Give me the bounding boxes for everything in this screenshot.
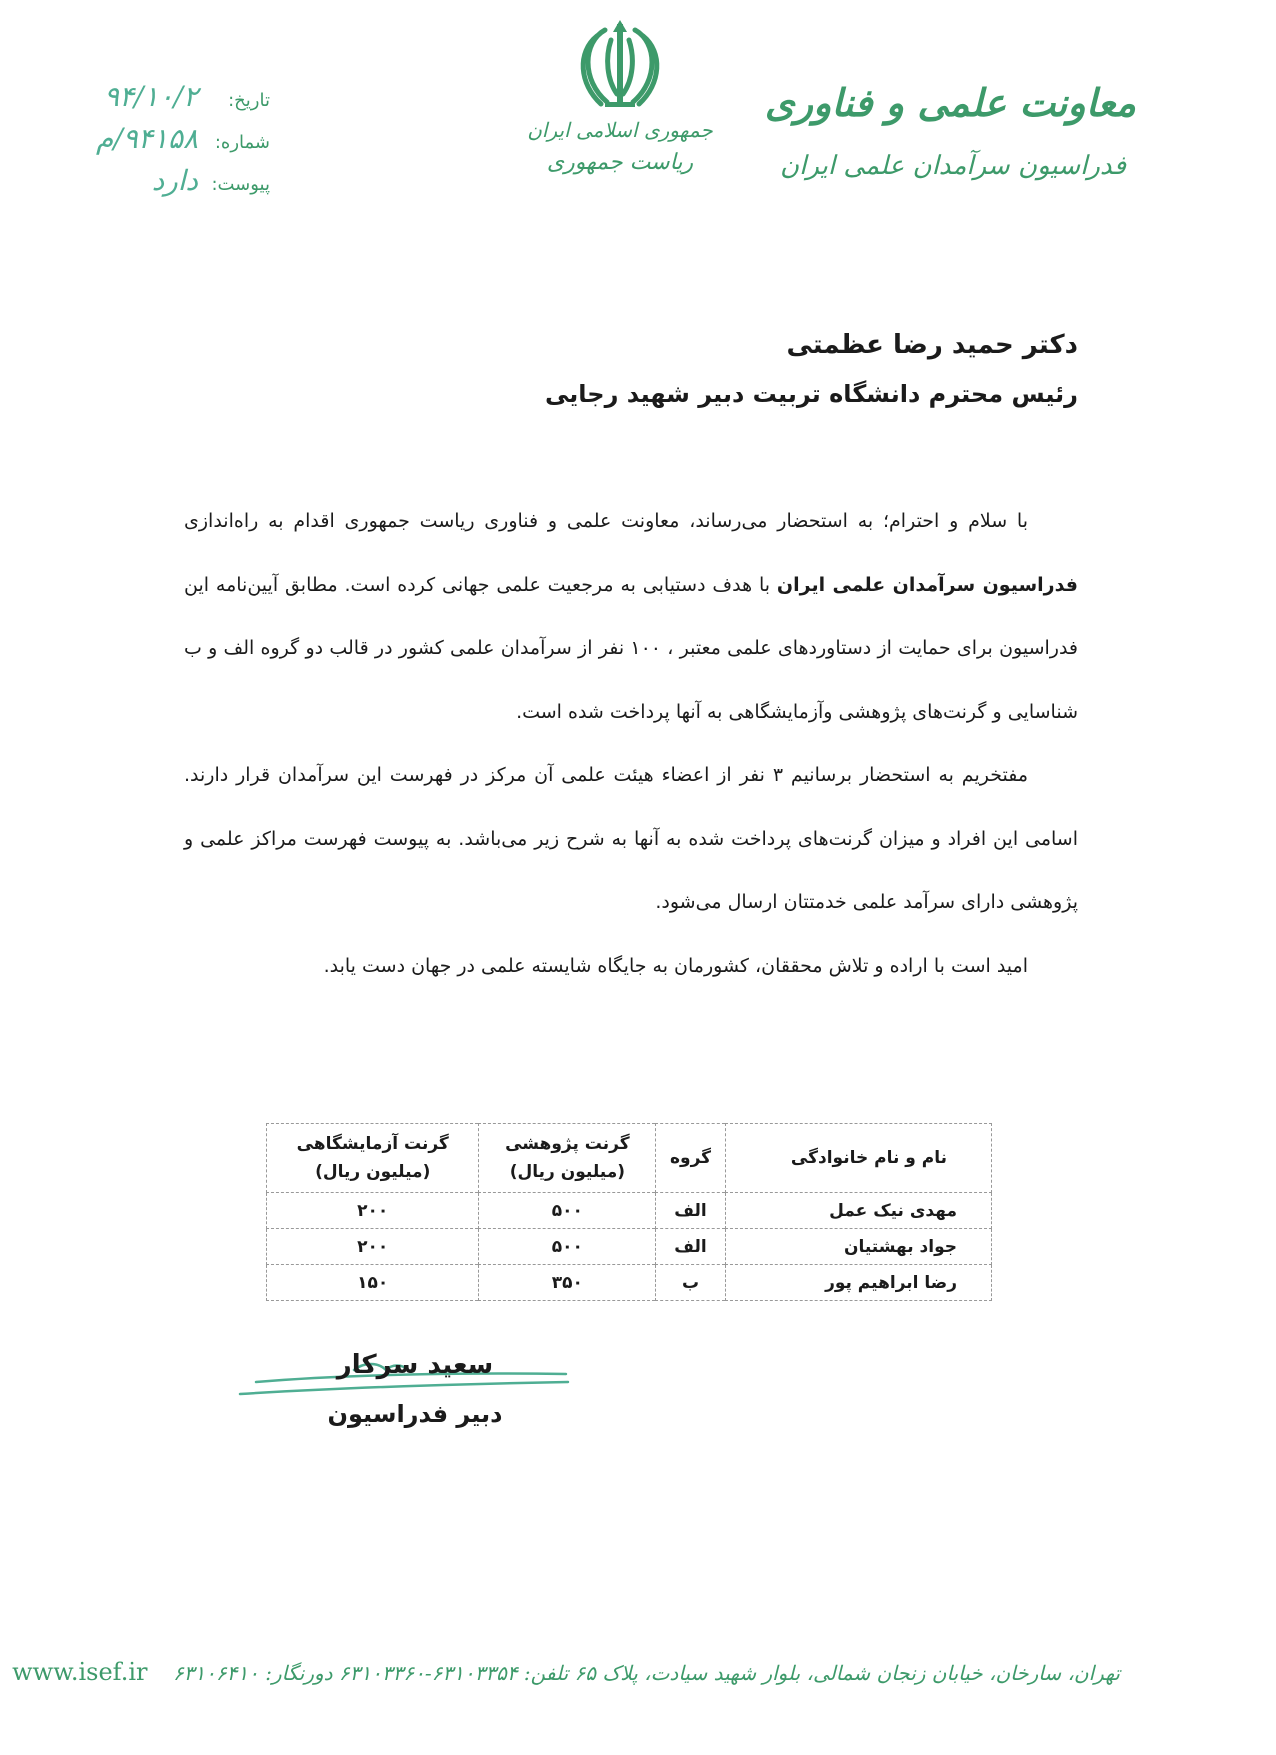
cell-lab-grant: ۲۰۰ (267, 1229, 479, 1265)
letter-body (184, 490, 1078, 998)
meta-attachment-row (60, 164, 270, 206)
header-research-grant (479, 1124, 656, 1193)
org-title: معاونت علمی و فناوری (764, 80, 1136, 125)
header-group: گروه (656, 1124, 726, 1193)
meta-number-row (60, 122, 270, 164)
table-row (267, 1229, 992, 1265)
header-lab-grant-title: گرنت آزمایشگاهی (296, 1134, 449, 1154)
table-row (267, 1265, 992, 1301)
cell-group: الف (656, 1193, 726, 1229)
cell-name: مهدی نیک عمل (725, 1193, 991, 1229)
recipient-block (545, 330, 1078, 408)
body-p1-part2: با هدف دستیابی به مرجعیت علمی جهانی کرده است. (344, 573, 777, 596)
national-emblem-icon (575, 18, 665, 110)
header-lab-grant (267, 1124, 479, 1193)
cell-group: الف (656, 1229, 726, 1265)
cell-name: جواد بهشتیان (725, 1229, 991, 1265)
meta-date-row (60, 80, 270, 122)
date-label: تاریخ: (228, 90, 270, 111)
number-value: ۹۴۱۵۸/م (96, 122, 198, 155)
letterhead-footer (12, 1658, 1120, 1686)
letterhead-emblem (510, 18, 730, 175)
signatory-role: دبیر فدراسیون (327, 1400, 503, 1428)
letter-meta (60, 80, 270, 206)
footer-website: www.isef.ir (12, 1658, 148, 1686)
table-row (267, 1193, 992, 1229)
body-paragraph-2: مفتخریم به استحضار برسانیم ۳ نفر از اعضاء هیئت علمی آن مرکز در فهرست این سرآمدان قرار دارند. اسامی این افراد و میزان گرنت‌های پرداخت شده به آنها به شرح زیر می‌باشد. به پیوست فهرست مراکز علمی و پژوهشی دارای سرآمد علمی خدمتتان ارسال می‌شود. (184, 764, 1078, 913)
recipient-title: رئیس محترم دانشگاه تربیت دبیر شهید رجایی (544, 380, 1078, 408)
attachment-value: دارد (151, 164, 198, 197)
cell-lab-grant: ۱۵۰ (267, 1265, 479, 1301)
signatory-name: سعید سرکار (336, 1350, 494, 1380)
date-value: ۹۴/۱۰/۲ (103, 80, 198, 113)
header-research-grant-unit: (میلیون ریال) (509, 1162, 625, 1182)
body-p1-part1: با سلام و احترام؛ به استحضار می‌رساند، معاونت علمی و فناوری ریاست جمهوری اقدام به راه‌اندازی (184, 510, 1028, 532)
emblem-caption-country: جمهوری اسلامی ایران (527, 118, 713, 142)
body-paragraph-3: امید است با اراده و تلاش محققان، کشورمان به جایگاه شایسته علمی در جهان دست یابد. (323, 954, 1028, 977)
cell-name: رضا ابراهیم پور (725, 1265, 991, 1301)
footer-address: تهران، سارخان، خیابان زنجان شمالی، بلوار شهید سیادت، پلاک ۶۵ تلفن: ۶۳۱۰۳۳۵۴-۶۳۱۰۳۳۶۰ دورنگار: ۶۳۱۰۶۴۱۰ (172, 1661, 1120, 1685)
number-label: شماره: (214, 132, 270, 153)
header-research-grant-title: گرنت پژوهشی (505, 1134, 630, 1154)
recipient-name: دکتر حمید رضا عظمتی (786, 330, 1078, 360)
emblem-caption-presidency: ریاست جمهوری (546, 150, 694, 175)
cell-lab-grant: ۲۰۰ (267, 1193, 479, 1229)
body-p1-part3: مطابق آیین‌نامه این فدراسیون برای حمایت از دستاوردهای علمی معتبر ، ۱۰۰ نفر از سرآمدان علمی کشور در قالب دو گروه الف و ب شناسایی و گرنت‌های پژوهشی وآزمایشگاهی به آنها پرداخت شده است. (184, 573, 1079, 723)
header-name: نام و نام خانوادگی (725, 1124, 991, 1193)
table-header-row (267, 1124, 992, 1193)
body-p1-bold: فدراسیون سرآمدان علمی ایران (776, 573, 1078, 596)
cell-research-grant: ۵۰۰ (479, 1193, 656, 1229)
cell-group: ب (656, 1265, 726, 1301)
header-lab-grant-unit: (میلیون ریال) (315, 1162, 431, 1182)
attachment-label: پیوست: (211, 174, 270, 195)
cell-research-grant: ۳۵۰ (479, 1265, 656, 1301)
body-paragraph-1 (184, 490, 1078, 744)
org-subtitle: فدراسیون سرآمدان علمی ایران (780, 151, 1126, 181)
grants-table (266, 1123, 992, 1301)
cell-research-grant: ۵۰۰ (479, 1229, 656, 1265)
signature-block (280, 1350, 550, 1428)
letterhead-org (765, 80, 1136, 181)
